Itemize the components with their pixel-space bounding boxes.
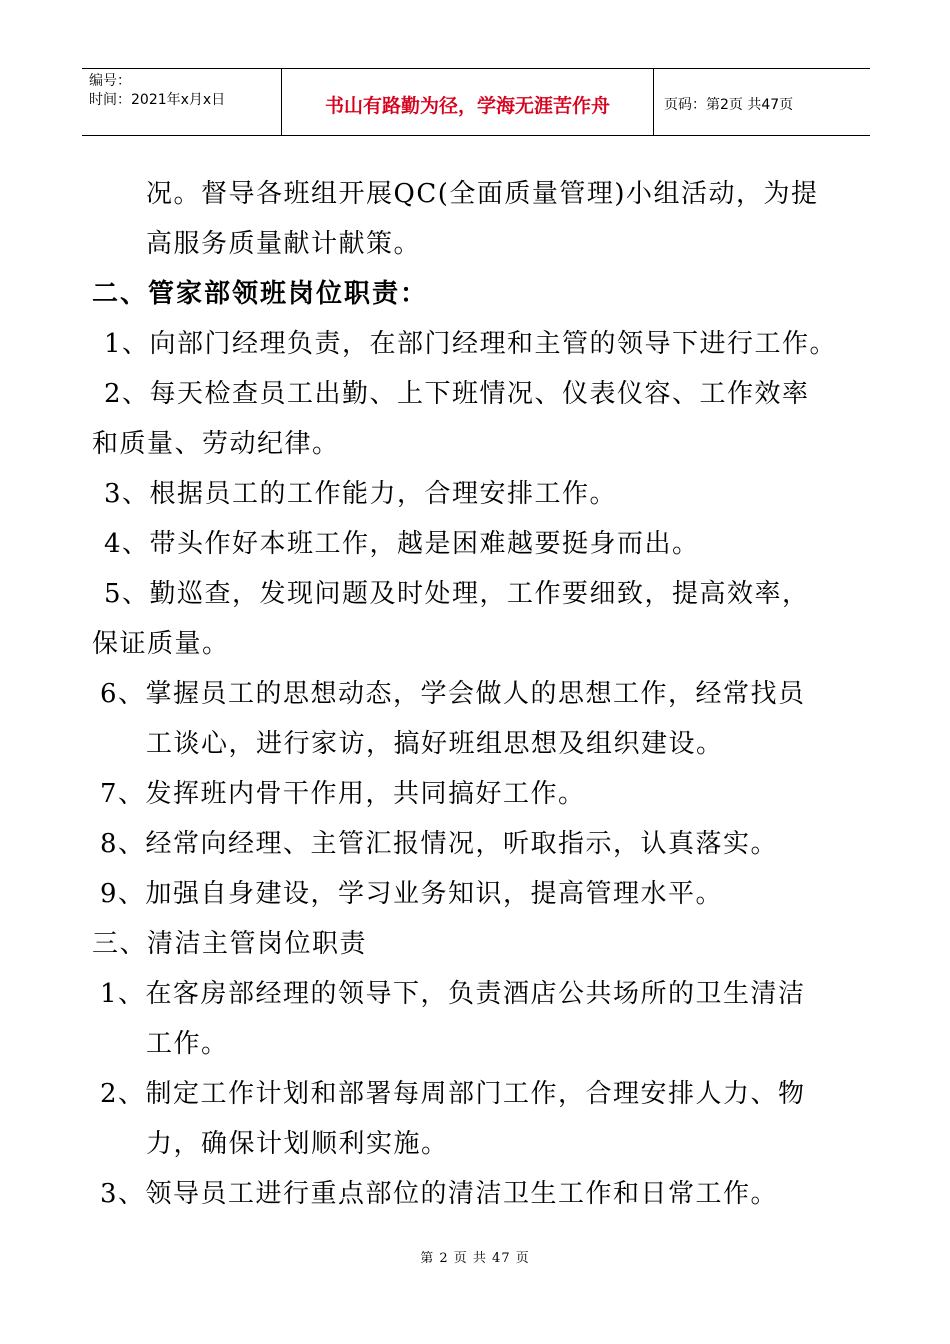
body-line: 况。督导各班组开展QC(全面质量管理)小组活动，为提 — [146, 179, 819, 209]
body-line: 5、勤巡查，发现问题及时处理，工作要细致，提高效率， — [104, 579, 810, 609]
page-footer: 第 2 页 共 47 页 — [420, 1251, 530, 1266]
body-line: 2、制定工作计划和部署每周部门工作，合理安排人力、物 — [100, 1079, 806, 1109]
header-page-cell — [654, 69, 870, 135]
body-line: 1、在客房部经理的领导下，负责酒店公共场所的卫生清洁 — [100, 979, 806, 1009]
header-motto: 书山有路勤为径，学海无涯苦作舟 — [324, 94, 610, 117]
body-line: 9、加强自身建设，学习业务知识，提高管理水平。 — [100, 879, 724, 909]
body-line: 4、带头作好本班工作，越是困难越要挺身而出。 — [104, 529, 700, 559]
header-meta-cell — [82, 69, 282, 135]
body-line: 1、向部门经理负责，在部门经理和主管的领导下进行工作。 — [104, 329, 838, 359]
body-line: 工谈心，进行家访，搞好班组思想及组织建设。 — [146, 729, 724, 759]
section-heading: 三、清洁主管岗位职责 — [92, 929, 368, 959]
document-header — [82, 68, 870, 136]
section-heading: 二、管家部领班岗位职责： — [92, 279, 429, 309]
body-line: 7、发挥班内骨干作用，共同搞好工作。 — [100, 779, 586, 809]
body-line: 保证质量。 — [92, 629, 230, 659]
body-line: 3、领导员工进行重点部位的清洁卫生工作和日常工作。 — [100, 1179, 779, 1209]
body-line: 力，确保计划顺利实施。 — [146, 1129, 449, 1159]
body-line: 高服务质量献计献策。 — [146, 229, 422, 259]
document-time-label: 时间：2021年x月x日 — [89, 92, 226, 108]
body-line: 2、每天检查员工出勤、上下班情况、仪表仪容、工作效率 — [104, 379, 810, 409]
body-line: 3、根据员工的工作能力，合理安排工作。 — [104, 479, 618, 509]
header-page-info: 页码：第2页 共47页 — [664, 97, 794, 113]
body-line: 8、经常向经理、主管汇报情况，听取指示，认真落实。 — [100, 829, 779, 859]
header-motto-cell — [282, 69, 654, 135]
body-line: 6、掌握员工的思想动态，学会做人的思想工作，经常找员 — [100, 679, 806, 709]
body-line: 工作。 — [146, 1029, 229, 1059]
body-line: 和质量、劳动纪律。 — [92, 429, 340, 459]
document-number-label: 编号： — [89, 73, 131, 89]
